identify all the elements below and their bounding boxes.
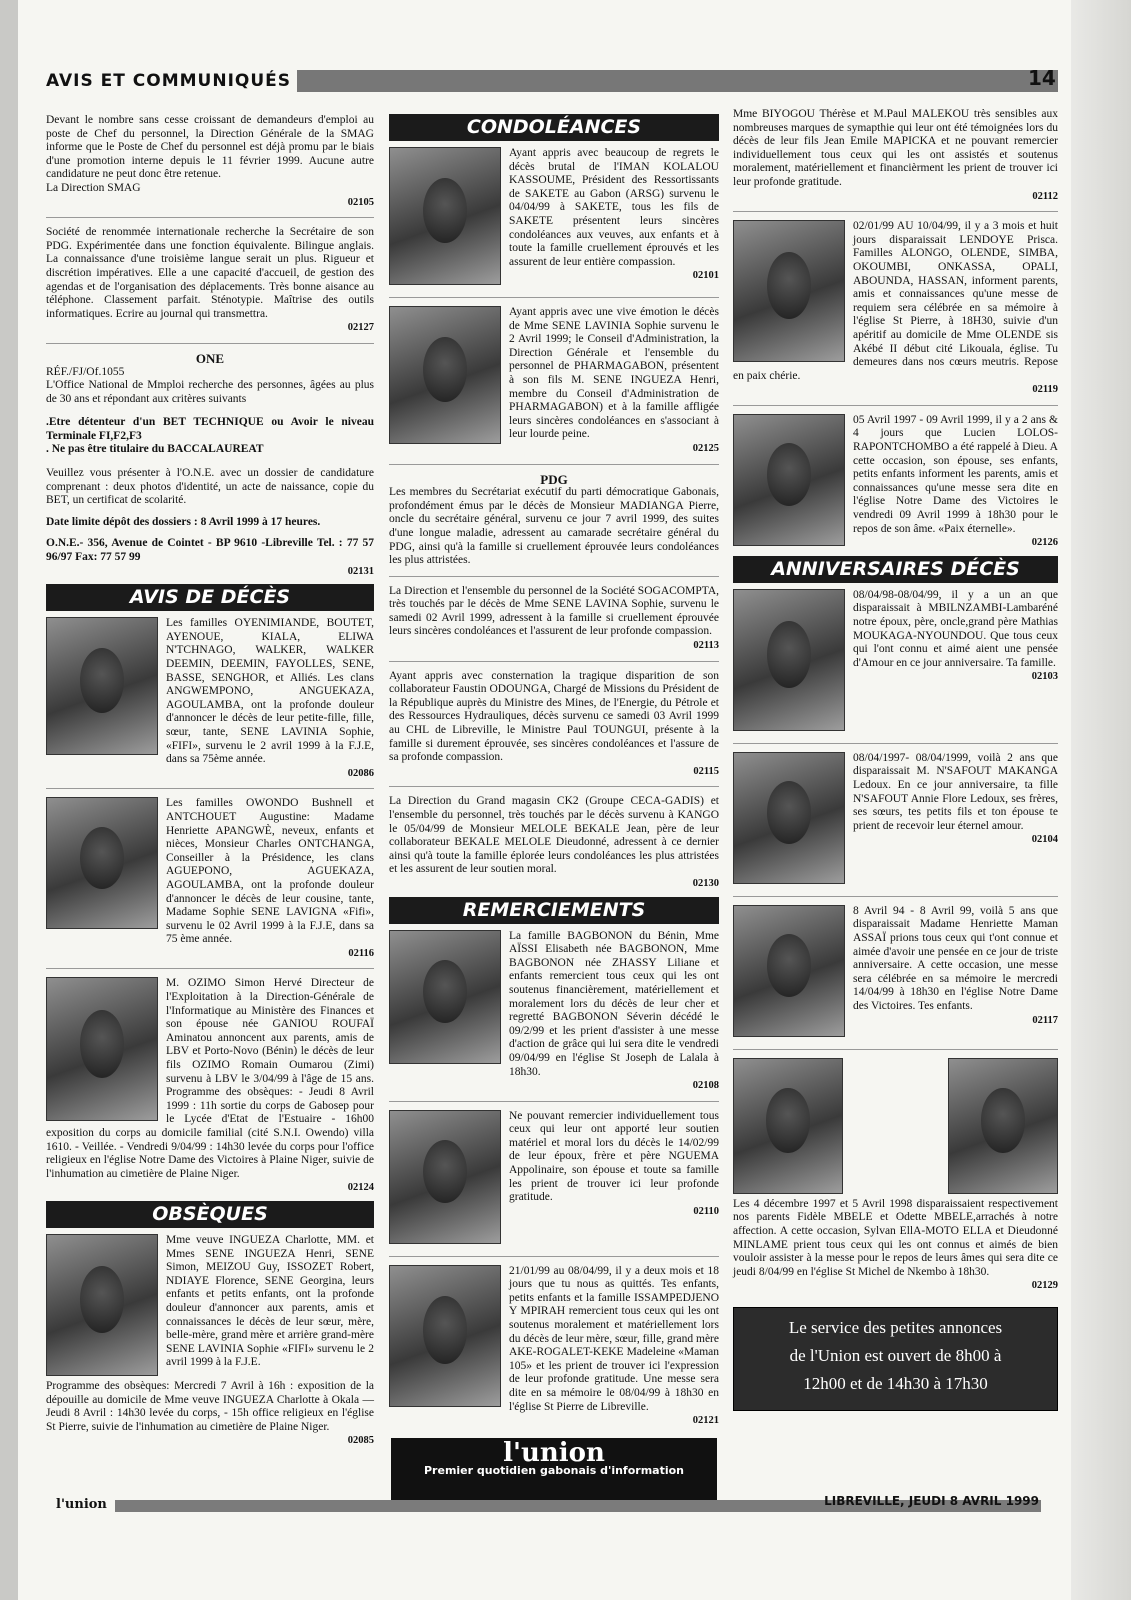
portrait-photo	[389, 1110, 501, 1244]
memorial-text: 02/01/99 AU 10/04/99, il y a 3 mois et huit jours disparaissait LENDOYE Prisca. Familles ALONGO, OLENDE, SIMBA, OKOUMBI, ONKASSA, OPALI, ABOUNDA, HASSAN, informent parents, amis et connaissances qu'une messe de requiem sera célébrée en sa mémoire à l'église St Pierre, à 18H30, suivie d'un apéritif au domicile de Mme OLENDE sis Akébé II début cité Likouala, église. Tu demeures dans nos cœurs meutris. Repose en paix chérie.	[733, 220, 1058, 382]
divider	[389, 1256, 719, 1257]
portrait-photo	[948, 1058, 1058, 1194]
deces-text: Les familles OWONDO Bushnell et ANTCHOUET Augustine: Madame Henriette APANGWÈ, neveux, enfants et nièces, Monsieur Charles ONTCHANGA, Conseiller à la Présidence, les clans AGUEPONO, AGUEKAZA, AGOULAMBA, ont la profonde douleur d'annoncer le décès de leur cousine, tante, Madame Sophie SENE LAVIGNA «Fifi», survenu le 02 Avril 1999 à la F.J.E, dans sa 75 ème année.	[166, 797, 374, 946]
portrait-photo	[46, 1234, 158, 1376]
anniv-notice-3	[733, 905, 1058, 1041]
portrait-photo	[389, 306, 501, 444]
ad-ref: 02131	[347, 565, 374, 577]
ad-ref: 02085	[347, 1435, 374, 1447]
column-1	[46, 114, 374, 1448]
portrait-photo	[733, 589, 845, 731]
cond-text: Ayant appris avec consternation la tragique disparition de son collaborateur Faustin ODOUNGA, Chargé de Missions du Président de la République auprès du Ministre des Mines, de l'Energie, du Pétrole et des Ressources Hydrauliques, décès survenu ce samedi 03 Avril 1999 au CHL de Libreville, le Ministre Paul TOUNGUI, présente à la famille si durement éprouvée, ses sincères condoléances et l'assure de sa profonde compassion.	[389, 669, 719, 764]
service-line-3: 12h00 et de 14h30 à 17h30	[803, 1374, 988, 1394]
portrait-photo	[389, 147, 501, 285]
one-title: ONE	[195, 350, 225, 366]
divider	[46, 968, 374, 969]
ad-ref: 02116	[348, 947, 374, 959]
cond-notice-2	[389, 306, 719, 456]
cond-text: La Direction du Grand magasin CK2 (Groupe CECA-GADIS) et l'ensemble du personnel, très touchés par le décès survenu à KANGO le 05/04/99 de Monsieur MELOLE BEKALE Jean, père de leur collaborateur BEKALE MELOLE Dieudonné, adressent à ce dernier ainsi qu'à toute la famille éplorée leurs condoléances les plus attristées et les assurent de leur soutien moral.	[389, 795, 719, 876]
deces-notice-1	[46, 617, 374, 780]
memorial-notice-1	[733, 220, 1058, 397]
rem-text: La famille BAGBONON du Bénin, Mme AÏSSI Elisabeth née BAGBONON, Mme BAGBONON née ZHASSY Liliane et enfants remercient tous ceux qui les ont soutenus financièrement, matériellement et moralement lors du décès de leur cher et regretté BAGBONON Séverin décédé le 09/2/99 et les prient d'assister à une messe d'action de grâce qui lui sera dite le vendredi 09/04/99 en l'église St Joseph de Lalala à 18h30.	[509, 929, 719, 1078]
ad-ref: 02086	[347, 767, 374, 779]
portrait-photo	[389, 930, 501, 1064]
ad-ref: 02117	[1032, 1014, 1058, 1026]
divider	[389, 1101, 719, 1102]
divider	[733, 211, 1058, 212]
one-body: Veuillez vous présenter à l'O.N.E. avec un dossier de candidature comprenant : deux photos d'identité, un acte de naissance, copie du BET, un certificat de scolarité.	[46, 467, 374, 507]
anniversaires-heading: ANNIVERSAIRES DÉCÈS	[733, 556, 1058, 583]
portrait-photo	[733, 905, 845, 1037]
rem-text: 21/01/99 au 08/04/99, il y a deux mois et 18 jours que tu nous as quittés. Tes enfants, petits enfants et la famille ISSAMPEDJENO Y MPIRAH remercient tous ceux qui les ont soutenus moralement et matériellement lors du décès de leur mère, sœur, fille, grand mère AKE-ROGALET-KEKE Madeleine «Maman 105» et les prient de trouver ici l'expression de leur profonde gratitude. Une messe sera dite en sa mémoire le 08/04/99 à 18h30 en l'église St Pierre de Libreville.	[509, 1264, 719, 1413]
anniv-text: 08/04/1997- 08/04/1999, voilà 2 ans que disparaissait M. N'SAFOUT MAKANGA Ledoux. En ce jour anniversaire, ta fille N'SAFOUT Annie Flore Ledoux, ses frères, ses sœurs, tes petits fils et ton épouse te prient de recevoir leur éternel amour.	[853, 751, 1058, 832]
rem-text: Ne pouvant remercier individuellement tous ceux qui leur ont apporté leur soutien matériel et moral lors du décès le 14/02/99 de leur époux, frère et père NGUEMA Appolinaire, son épouse et toute sa famille les prient de trouver ici leur profonde gratitude.	[509, 1109, 719, 1204]
ad-ref: 02101	[692, 270, 719, 282]
ad-ref: 02108	[692, 1080, 719, 1092]
ad-smag-text: Devant le nombre sans cesse croissant de demandeurs d'emploi au poste de Chef du personnel, la Direction Générale de la SMAG informe que le Poste de Chef du personnel est déjà promu par le biais d'une promotion interne depuis le 11 février 1999. Aucune autre candidature ne peut donc être retenue.	[46, 114, 374, 181]
cond-text: La Direction et l'ensemble du personnel de la Société SOGACOMPTA, très touchés par le décès de Mme SENE LAVINA Sophie, survenu le samedi 02 Avril 1999, adressent à la famille si cruellement éprouvée leurs sincères condoléances et l'assurent de leur profonde compassion.	[389, 584, 719, 638]
remerciements-heading: REMERCIEMENTS	[389, 897, 719, 924]
deces-notice-3	[46, 977, 374, 1195]
cond-text: Ayant appris avec une vive émotion le décès de Mme SENE LAVINIA Sophie survenu le 2 Avril 1999; le Conseil d'Administration, la Direction Générale et l'ensemble du personnel de PHARMAGABON, présentent à son fils M. SENE INGUEZA Henri, membre du Conseil d'Administration de PHARMAGABON) et à la famille affligée leurs sincères condoléances en s'associant à leur lourde peine.	[509, 306, 719, 441]
scan-edge-left	[0, 0, 18, 1600]
divider	[389, 576, 719, 577]
ad-ref: 02126	[1031, 537, 1058, 549]
divider	[733, 405, 1058, 406]
photo-pair	[733, 1058, 1058, 1196]
pdg-title: PDG	[540, 471, 568, 487]
one-intro: L'Office National de Mmploi recherche des personnes, âgées au plus de 30 ans et répondant aux critères suivants	[46, 379, 374, 405]
rem-text: Mme BIYOGOU Thérèse et M.Paul MALEKOU très sensibles aux nombreuses marques de symapthie qui leur ont été témoignées lors du décès de leur fils Jean Emile MAPICKA et ne pouvant remercier individuellement tous ceux qui les ont assistés et soutenus moralement, matériellement et financièrment les prient de trouver ici leur profonde gratitude.	[733, 108, 1058, 188]
anniv-text: 08/04/98-08/04/99, il y a un an que disparaissait à MBILNZAMBI-Lambaréné notre époux, père, oncle,grand père Mathias MOUKAGA-NYOUNDOU. Que tous ceux qui l'ont connu et aimé aient une pensée d'Amour en ce jour anniversaire. Ta famille.	[853, 588, 1058, 669]
obseques-heading: OBSÈQUES	[46, 1201, 374, 1228]
ad-ref: 02110	[693, 1205, 719, 1217]
service-line-1: Le service des petites annonces	[788, 1318, 1003, 1338]
ad-ref: 02121	[692, 1415, 719, 1427]
memorial-text: 05 Avril 1997 - 09 Avril 1999, il y a 2 ans & 4 jours que Lucien LOLOS-RAPONTCHOMBO a été rappelé à Dieu. A cette occasion, son épouse, ses enfants, petits enfants informent les parents, amis et connaissances qu'une messe sera dite en l'église Notre Dame des Victoires le vendredi 09 Avril 1999 à 18h30 pour le repos de son âme. «Paix éternelle».	[853, 413, 1058, 535]
column-3	[733, 108, 1058, 1411]
pdg-text: Les membres du Secrétariat exécutif du parti démocratique Gabonais, profondément émus par le décès de Monsieur MADIANGA Pierre, oncle du secrétaire général, survenu ce jour 7 avril 1999, des suites d'une longue maladie, adressent au camarade secrétaire général du PDG, ainsi qu'à la famille si cruellement éprouvée leurs condoléances les plus attristées.	[389, 486, 719, 567]
one-criteria-1: .Etre détenteur d'un BET TECHNIQUE ou Avoir le niveau Terminale FI,F2,F3	[46, 416, 374, 442]
ad-ref: 02103	[1031, 671, 1058, 683]
ad-ref: 02124	[347, 1182, 374, 1194]
cond-notice-1	[389, 147, 719, 289]
divider	[389, 464, 719, 465]
portrait-photo	[733, 1058, 843, 1194]
portrait-photo	[46, 797, 158, 929]
rem-notice-2	[389, 1110, 719, 1248]
deces-text: M. OZIMO Simon Hervé Directeur de l'Exploitation à la Direction-Générale de l'Informatique au Ministère des Finances et son épouse née GANIOU ROUFAÏ Aminatou annoncent aux parents, amis de LBV et Porto-Novo (Bénin) le décès de leur fils OZIMO Romain Oumarou (Zimi) survenu à LBV le 3/04/99 à l'âge de 15 ans. Programme des obsèques: - Jeudi 8 Avril 1999 : 11h sortie du corps de Gabosep pour le Lycée d'Etat de l'Estuaire - 16h00 exposition du corps au domicile familial (cité S.N.I. Owendo) villa 1610. - Veillée. - Vendredi 9/04/99 : 14h30 levée du corps pour l'office religieux en l'église Notre Dame des Victoires à Plaine Niger, suivie de l'inhumation au cimetière de Plaine Niger.	[46, 977, 374, 1180]
footer-brand: l'union	[56, 1498, 115, 1512]
anniv-notice-4	[733, 1058, 1058, 1293]
divider	[46, 343, 374, 344]
page-number: 14	[1028, 66, 1056, 90]
divider	[733, 1049, 1058, 1050]
anniv-notice-1	[733, 589, 1058, 735]
deces-text: Les familles OYENIMIANDE, BOUTET, AYENOUE, KIALA, ELIWA N'TCHNAGO, WALKER, WALKER DEEMIN, DEEMIN, FAYOLLES, SENE, BASSE, SENGHOR, et Alliés. Les clans ANGWEMPONO, ANGUEKAZA, AGOULAMBA, ont la profonde douleur d'annoncer le décès de leur petite-fille, fille, sœur, tante, SENE LAVINIA Sophie, «FIFI», survenu le 2 avril 1999 à la F.J.E, dans sa 75ème année.	[166, 617, 374, 766]
one-criteria-2: . Ne pas être titulaire du BACCALAUREAT	[46, 443, 264, 456]
rem-notice-3	[389, 1265, 719, 1428]
portrait-photo	[46, 977, 158, 1121]
service-box	[733, 1307, 1058, 1411]
ad-ref: 02113	[693, 640, 719, 652]
column-2	[389, 114, 719, 1510]
rem-notice-1	[389, 930, 719, 1093]
deces-notice-2	[46, 797, 374, 960]
obseques-program: Programme des obsèques: Mercredi 7 Avril à 16h : exposition de la dépouille au domicile de Mme veuve INGUEZA Charlotte à Okala — Jeudi 8 Avril : 14h30 levée du corps, - 15h office religieux en l'église St Pierre, suivie de l'inhumation au cimetière de Plaine Niger.	[46, 1379, 374, 1433]
portrait-photo	[733, 752, 845, 884]
anniv-text: Les 4 décembre 1997 et 5 Avril 1998 disparaissaient respectivement nos parents Fidèle MBELE et Odette MBELE,arrachés à notre affection. A cette occasion, Sylvan EllA-MOTO ELLA et Dieudonné MINLAME prient tous ceux qui les ont connus et aimés de bien vouloir assister à la messe pour le repos de leurs âmes qui sera dite ce jeudi 8/04/99 en l'église St Michel de Nkembo à 18h30.	[733, 1197, 1058, 1278]
anniv-notice-2	[733, 752, 1058, 888]
divider	[46, 788, 374, 789]
portrait-photo	[733, 414, 845, 546]
ad-ref: 02105	[347, 196, 374, 208]
one-address: O.N.E.- 356, Avenue de Cointet - BP 9610 -Libreville Tel. : 77 57 96/97 Fax: 77 57 99	[46, 537, 374, 564]
divider	[389, 786, 719, 787]
union-tagline: Premier quotidien gabonais d'information	[424, 1464, 684, 1478]
footer-dateline: LIBREVILLE, JEUDI 8 AVRIL 1999	[824, 1494, 1039, 1508]
memorial-notice-2	[733, 414, 1058, 550]
condoleances-heading: CONDOLÉANCES	[389, 114, 719, 141]
ad-smag-sign: La Direction SMAG	[46, 181, 141, 194]
ad-ref: 02104	[1031, 834, 1058, 846]
anniv-text: 8 Avril 94 - 8 Avril 99, voilà 5 ans que disparaissait Madame Henriette Maman ASSAÏ prions tous ceux qui t'ont connue et aimée d'avoir une pensée en ce jour de triste anniversaire. A cette occasion, une messe sera célébrée en sa mémoire le mercredi 14/04/99 à 18h30 en l'église Notre Dame des Victoires. Tes enfants.	[853, 904, 1058, 1013]
divider	[733, 743, 1058, 744]
ad-secretary-text: Société de renommée internationale recherche la Secrétaire de son PDG. Expérimentée dans une fonction équivalente. Bilingue anglais. La connaissance d'une troisième langue serait un plus. Rigueur et discrétion impératives. Elle a une capacité d'accueil, de gestion des agendas et de l'organisation des déplacements. Très bonne aisance au téléphone. Classement parfait. Sténotypie. Maîtrise des outils informatiques. Ecrire au journal qui transmettra.	[46, 226, 374, 320]
service-line-2: de l'Union est ouvert de 8h00 à	[789, 1346, 1002, 1366]
divider	[389, 661, 719, 662]
divider	[46, 217, 374, 218]
ad-ref: 02115	[693, 765, 719, 777]
obseques-notice	[46, 1234, 374, 1448]
portrait-photo	[46, 617, 158, 755]
union-logo: l'union	[503, 1437, 605, 1468]
portrait-photo	[389, 1265, 501, 1407]
divider	[389, 297, 719, 298]
ad-ref: 02112	[1032, 190, 1058, 202]
scan-edge-right	[1071, 0, 1131, 1600]
ad-ref: 02127	[347, 322, 374, 334]
deces-heading: AVIS DE DÉCÈS	[46, 584, 374, 611]
union-logo-box	[391, 1438, 717, 1510]
ad-ref: 02130	[692, 877, 719, 889]
ad-ref: 02125	[692, 442, 719, 454]
portrait-photo	[733, 220, 845, 362]
one-deadline: Date limite dépôt des dossiers : 8 Avril 1999 à 17 heures.	[46, 515, 321, 528]
ad-ref: 02129	[1031, 1280, 1058, 1292]
section-bar	[46, 70, 1058, 92]
ad-ref: 02119	[1032, 384, 1058, 396]
section-title: AVIS ET COMMUNIQUÉS	[46, 70, 297, 92]
cond-text: Ayant appris avec beaucoup de regrets le décès brutal de l'IMAN KOLALOU KASSOUME, Président des Ressortissants de SAKETE au Gabon (ARSG) survenu le 04/04/99 à SAKETE, tous les fils de SAKETE présentent leurs sincères condoléances aux veuves, aux enfants et à toute la famille cruellement éprouvés et les assurent de leur entière compassion.	[509, 147, 719, 268]
one-refline: RÉF./FJ/Of.1055	[46, 365, 125, 378]
obseques-text: Mme veuve INGUEZA Charlotte, MM. et Mmes SENE INGUEZA Henri, SENE Simon, MEIZOU Guy, ISSOZET Robert, NDIAYE Florence, SENE Georgina, leurs enfants et petits enfants, ont la profonde douleur d'annoncer aux parents, amis et connaissances le décès de leur sœur, mère, belle-mère, grand mère et arrière grand-mère SENE LAVINIA Sophie «FIFI» survenu le 2 avril 1999 à la F.J.E.	[166, 1233, 374, 1369]
divider	[733, 896, 1058, 897]
